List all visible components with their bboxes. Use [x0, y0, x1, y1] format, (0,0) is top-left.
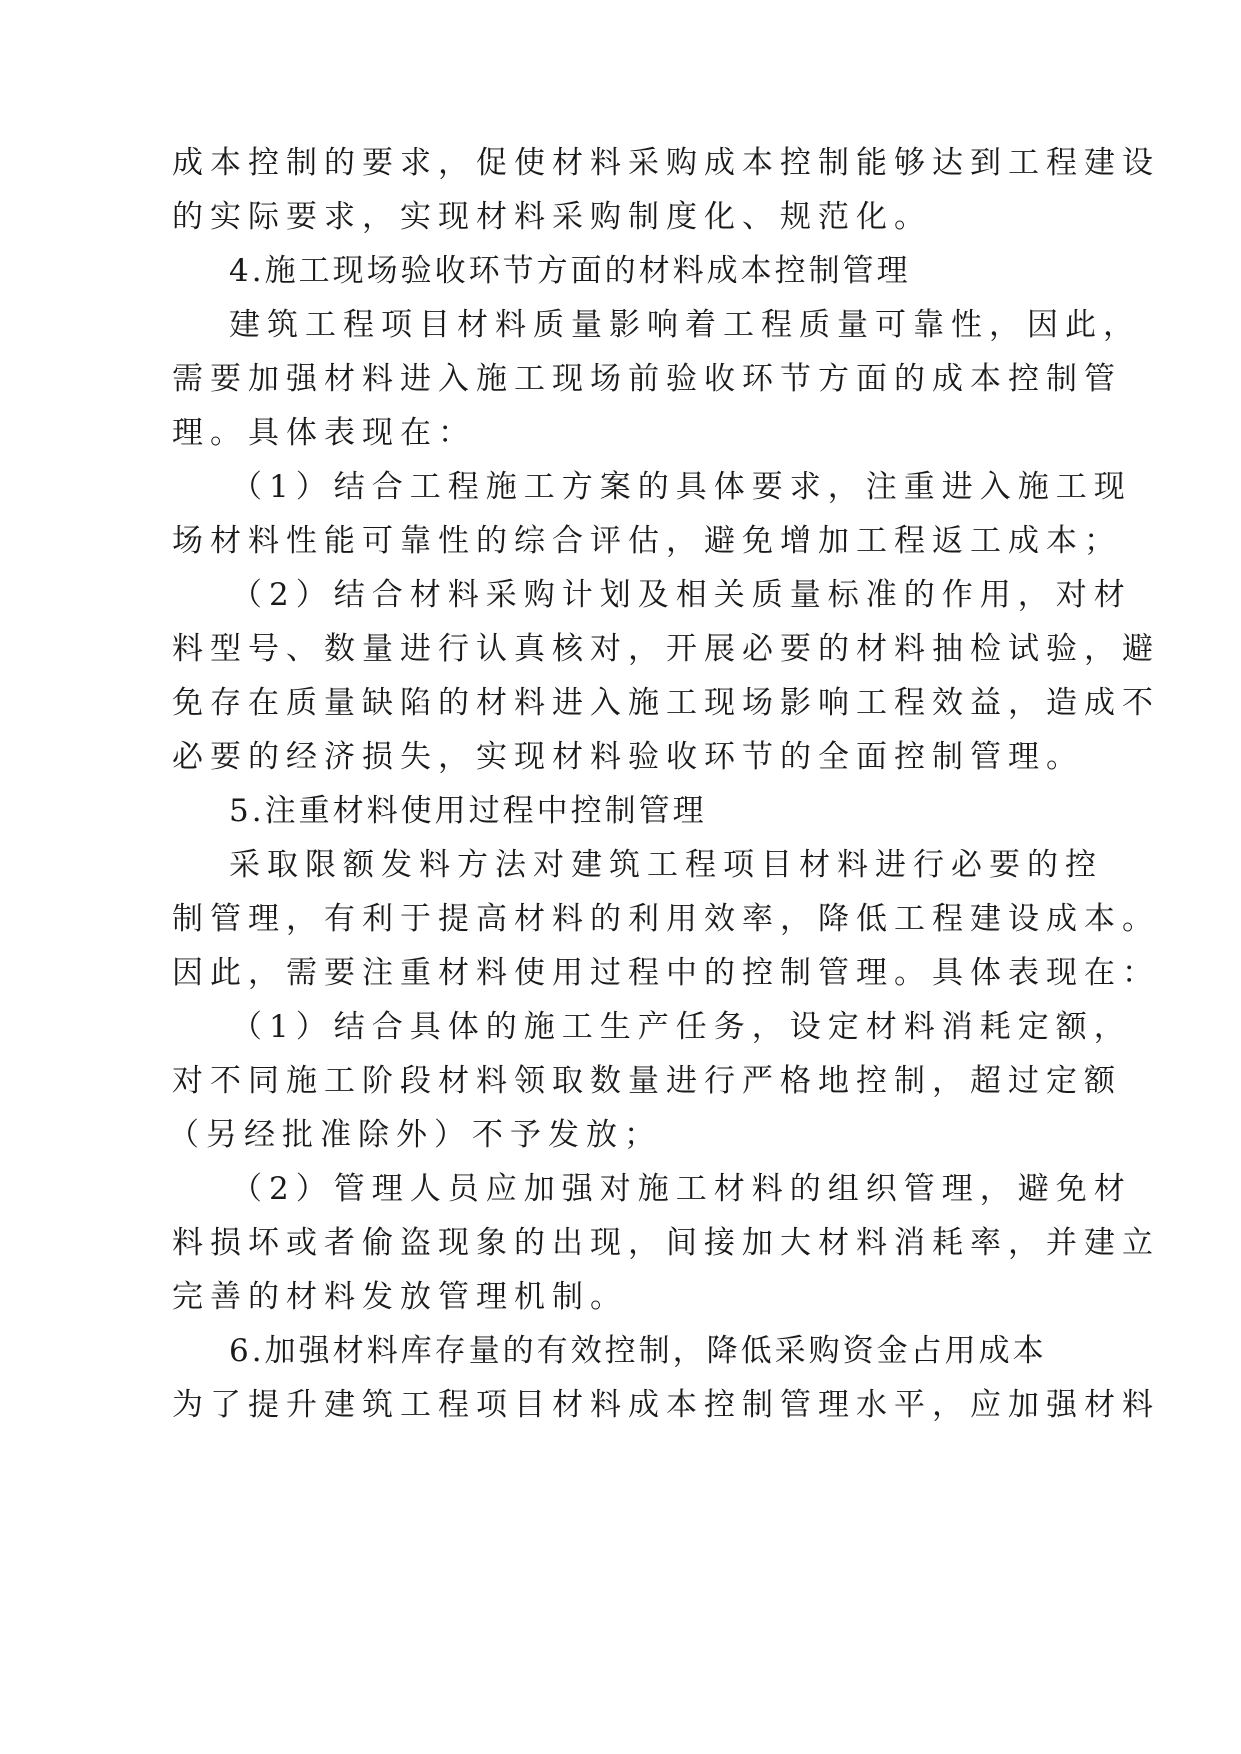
list-item-line: 料型号、数量进行认真核对，开展必要的材料抽检试验，避 [172, 631, 1160, 667]
list-item-line: 料损坏或者偷盗现象的出现，间接加大材料消耗率，并建立 [172, 1225, 1160, 1261]
paragraph-line: 制管理，有利于提高材料的利用效率，降低工程建设成本。 [172, 901, 1160, 937]
section-heading-6: 6.加强材料库存量的有效控制，降低采购资金占用成本 [229, 1333, 1047, 1369]
list-item-line: 免存在质量缺陷的材料进入施工现场影响工程效益，造成不 [172, 685, 1160, 721]
paragraph-line: 建筑工程项目材料质量影响着工程质量可靠性，因此， [229, 307, 1141, 343]
paragraph-line: 理。具体表现在： [172, 415, 476, 451]
list-item-line: （另经批准除外）不予发放； [168, 1117, 662, 1153]
list-item-line: （1）结合具体的施工生产任务，设定材料消耗定额， [231, 1009, 1132, 1045]
paragraph-line: 需要加强材料进入施工现场前验收环节方面的成本控制管 [172, 361, 1122, 397]
list-item-line: 场材料性能可靠性的综合评估，避免增加工程返工成本； [172, 523, 1122, 559]
list-item-line: （1）结合工程施工方案的具体要求，注重进入施工现 [231, 469, 1132, 505]
list-item-line: 对不同施工阶段材料领取数量进行严格地控制，超过定额 [172, 1063, 1122, 1099]
list-item-line: （2）结合材料采购计划及相关质量标准的作用，对材 [231, 577, 1132, 613]
list-item-line: 必要的经济损失，实现材料验收环节的全面控制管理。 [172, 739, 1084, 775]
paragraph-line: 采取限额发料方法对建筑工程项目材料进行必要的控 [229, 847, 1103, 883]
section-heading-5: 5.注重材料使用过程中控制管理 [229, 793, 707, 829]
list-item-line: 完善的材料发放管理机制。 [172, 1279, 628, 1315]
paragraph-line: 为了提升建筑工程项目材料成本控制管理水平，应加强材料 [172, 1387, 1160, 1423]
paragraph-line: 因此，需要注重材料使用过程中的控制管理。具体表现在： [172, 955, 1160, 991]
paragraph-line: 成本控制的要求，促使材料采购成本控制能够达到工程建设 [172, 145, 1160, 181]
list-item-line: （2）管理人员应加强对施工材料的组织管理，避免材 [231, 1171, 1132, 1207]
section-heading-4: 4.施工现场验收环节方面的材料成本控制管理 [229, 253, 911, 289]
paragraph-line: 的实际要求，实现材料采购制度化、规范化。 [172, 199, 932, 235]
